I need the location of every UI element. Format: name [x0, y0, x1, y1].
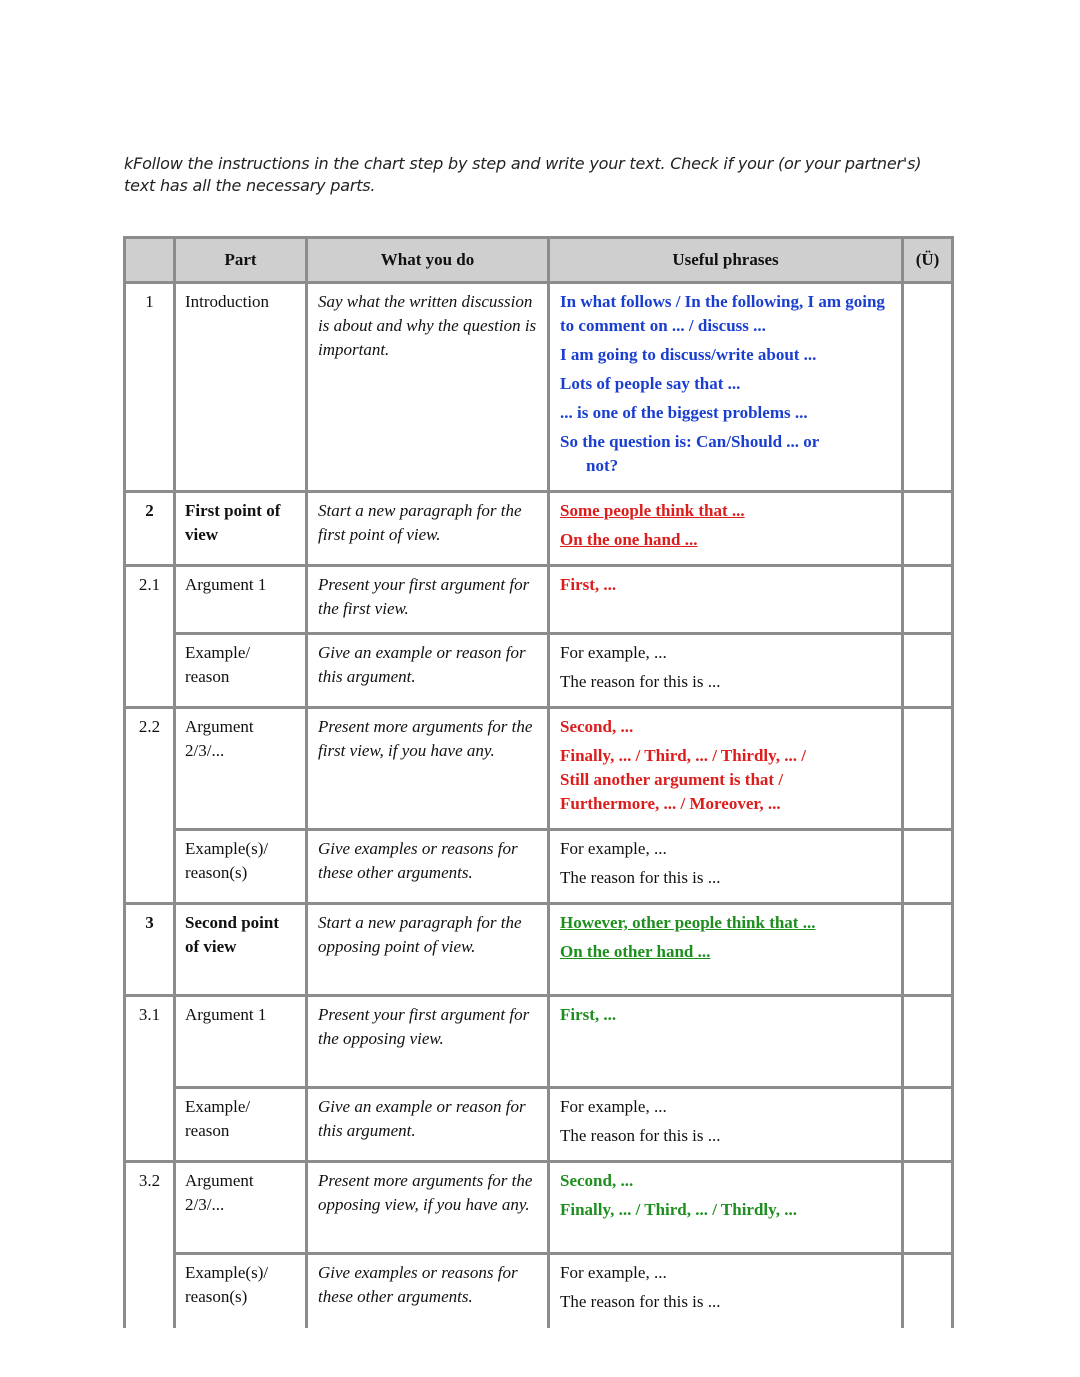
what-cell: Give examples or reasons for these other arguments. — [307, 1254, 549, 1328]
table-row — [125, 996, 953, 1088]
row-number — [125, 634, 175, 708]
what-cell: Present more arguments for the opposing view, if you have any. — [307, 1162, 549, 1254]
phrase: First, ... — [560, 1005, 617, 1024]
check-cell[interactable] — [903, 566, 953, 634]
check-cell[interactable] — [903, 283, 953, 492]
row-number: 3 — [125, 904, 175, 996]
phrases-cell — [549, 1162, 903, 1254]
part-cell: Introduction — [175, 283, 307, 492]
row-number: 3.1 — [125, 996, 175, 1088]
row-number: 1 — [125, 283, 175, 492]
phrase: On the one hand ... — [560, 530, 698, 549]
phrase: On the other hand ... — [560, 942, 711, 961]
part-cell: Example(s)/ reason(s) — [175, 830, 307, 904]
what-cell: Give an example or reason for this argument. — [307, 634, 549, 708]
phrases-cell — [549, 283, 903, 492]
what-cell: Present more arguments for the first view, if you have any. — [307, 708, 549, 830]
table-row — [125, 904, 953, 996]
phrase: For example, ... — [560, 643, 667, 662]
phrase: The reason for this is ... — [560, 1292, 721, 1311]
phrases-cell — [549, 634, 903, 708]
part-cell: Example/ reason — [175, 1088, 307, 1162]
phrase: I am going to discuss/write about ... — [560, 345, 817, 364]
row-number — [125, 1088, 175, 1162]
table-row — [125, 283, 953, 492]
header-row — [125, 238, 953, 283]
phrase: Lots of people say that ... — [560, 374, 741, 393]
part-cell: Example/ reason — [175, 634, 307, 708]
header-num — [125, 238, 175, 283]
what-cell: Say what the written discussion is about and why the question is important. — [307, 283, 549, 492]
phrases-cell — [549, 830, 903, 904]
phrase: However, other people think that ... — [560, 913, 816, 932]
phrase: Second, ... — [560, 1171, 634, 1190]
phrase: For example, ... — [560, 1263, 667, 1282]
row-number: 3.2 — [125, 1162, 175, 1254]
part-cell: Argument 1 — [175, 566, 307, 634]
table-row — [125, 1162, 953, 1254]
header-phrases: Useful phrases — [549, 238, 903, 283]
check-cell[interactable] — [903, 996, 953, 1088]
phrase: Still another argument is that / — [560, 770, 784, 789]
part-cell: First point of view — [175, 492, 307, 566]
phrase: For example, ... — [560, 1097, 667, 1116]
phrase: First, ... — [560, 575, 617, 594]
what-cell: Give an example or reason for this argument. — [307, 1088, 549, 1162]
phrases-cell — [549, 492, 903, 566]
table-row — [125, 830, 953, 904]
row-number: 2.1 — [125, 566, 175, 634]
phrases-cell — [549, 1088, 903, 1162]
phrase: The reason for this is ... — [560, 868, 721, 887]
table-row — [125, 634, 953, 708]
header-part: Part — [175, 238, 307, 283]
what-cell: Start a new paragraph for the first point of view. — [307, 492, 549, 566]
what-cell: Start a new paragraph for the opposing point of view. — [307, 904, 549, 996]
phrase: not? — [586, 456, 619, 475]
phrase: For example, ... — [560, 839, 667, 858]
check-cell[interactable] — [903, 1254, 953, 1328]
phrase: The reason for this is ... — [560, 672, 721, 691]
header-check: (Ü) — [903, 238, 953, 283]
what-cell: Present your first argument for the opposing view. — [307, 996, 549, 1088]
what-cell: Give examples or reasons for these other arguments. — [307, 830, 549, 904]
header-what: What you do — [307, 238, 549, 283]
part-cell: Argument 2/3/... — [175, 1162, 307, 1254]
phrase: The reason for this is ... — [560, 1126, 721, 1145]
row-number: 2.2 — [125, 708, 175, 830]
part-cell: Second point of view — [175, 904, 307, 996]
phrases-cell — [549, 1254, 903, 1328]
check-cell[interactable] — [903, 492, 953, 566]
table-row — [125, 566, 953, 634]
table-row — [125, 1254, 953, 1328]
phrase: Second, ... — [560, 717, 634, 736]
check-cell[interactable] — [903, 830, 953, 904]
phrase: So the question is: Can/Should ... or — [560, 432, 820, 451]
check-cell[interactable] — [903, 1162, 953, 1254]
part-cell: Argument 2/3/... — [175, 708, 307, 830]
phrases-cell — [549, 996, 903, 1088]
what-cell: Present your first argument for the first view. — [307, 566, 549, 634]
check-cell[interactable] — [903, 904, 953, 996]
table-row — [125, 492, 953, 566]
phrases-cell — [549, 708, 903, 830]
check-cell[interactable] — [903, 634, 953, 708]
phrase: In what follows / In the following, I am going to comment on ... / discuss ... — [560, 292, 885, 335]
part-cell: Example(s)/ reason(s) — [175, 1254, 307, 1328]
table-row — [125, 1088, 953, 1162]
phrase: Some people think that ... — [560, 501, 745, 520]
check-cell[interactable] — [903, 708, 953, 830]
phrase: Furthermore, ... / Moreover, ... — [560, 794, 781, 813]
check-cell[interactable] — [903, 1088, 953, 1162]
part-cell: Argument 1 — [175, 996, 307, 1088]
row-number — [125, 1254, 175, 1328]
table-row — [125, 708, 953, 830]
phrases-cell — [549, 904, 903, 996]
phrase: Finally, ... / Third, ... / Thirdly, ... / — [560, 746, 806, 765]
phrase: Finally, ... / Third, ... / Thirdly, ... — [560, 1200, 797, 1219]
row-number: 2 — [125, 492, 175, 566]
row-number — [125, 830, 175, 904]
phrase: ... is one of the biggest problems ... — [560, 403, 808, 422]
writing-chart — [123, 236, 954, 1328]
phrases-cell — [549, 566, 903, 634]
instructions-text: kFollow the instructions in the chart step by step and write your text. Check if your (or your partner's) text has all the necessary parts. — [124, 154, 922, 195]
